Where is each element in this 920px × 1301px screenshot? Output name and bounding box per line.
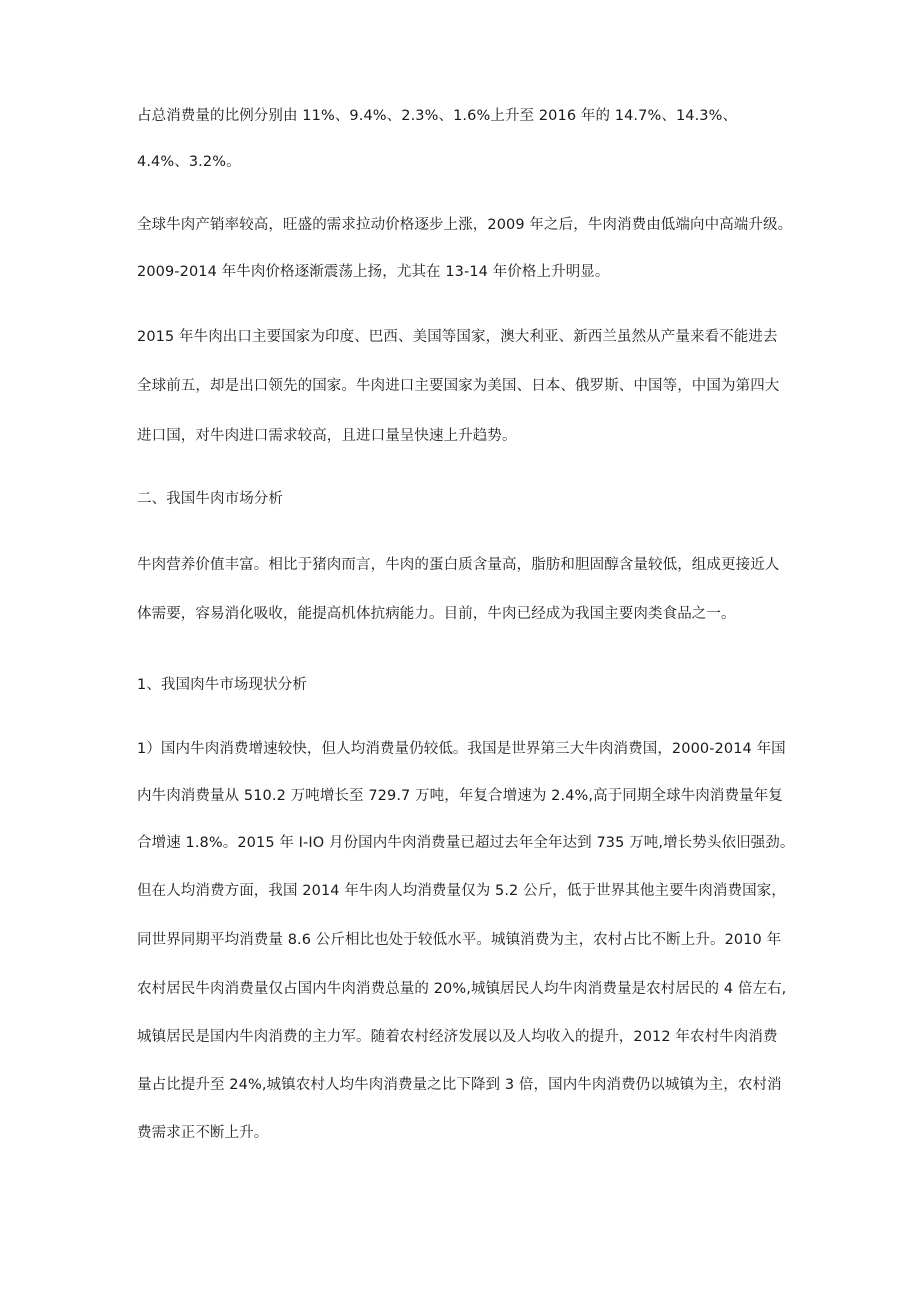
text-line: 全球前五，却是出口领先的国家。牛肉进口主要国家为美国、日本、俄罗斯、中国等，中国为第四大 <box>137 378 780 394</box>
text-line: 全球牛肉产销率较高，旺盛的需求拉动价格逐步上涨，2009 年之后，牛肉消费由低端向中高端升级。 <box>137 217 793 233</box>
text-line: 2015 年牛肉出口主要国家为印度、巴西、美国等国家，澳大利亚、新西兰虽然从产量来看不能进去 <box>137 329 778 345</box>
text-line: 费需求正不断上升。 <box>137 1125 269 1141</box>
text-line: 城镇居民是国内牛肉消费的主力军。随着农村经济发展以及人均收入的提升，2012 年农村牛肉消费 <box>137 1029 778 1045</box>
text-line: 1）国内牛肉消费增速较快，但人均消费量仍较低。我国是世界第三大牛肉消费国，2000-2014 年国 <box>137 741 786 757</box>
text-line: 但在人均消费方面，我国 2014 年牛肉人均消费量仅为 5.2 公斤，低于世界其他主要牛肉消费国家， <box>137 883 786 899</box>
text-line: 内牛肉消费量从 510.2 万吨增长至 729.7 万吨，年复合增速为 2.4%,高于同期全球牛肉消费量年复 <box>137 788 783 804</box>
text-line: 同世界同期平均消费量 8.6 公斤相比也处于较低水平。城镇消费为主，农村占比不断上升。2010 年 <box>137 932 782 948</box>
section-heading: 二、我国牛肉市场分析 <box>137 491 283 507</box>
text-line: 体需要，容易消化吸收，能提高机体抗病能力。目前，牛肉已经成为我国主要肉类食品之一。 <box>137 606 736 622</box>
subsection-heading: 1、我国肉牛市场现状分析 <box>137 677 307 693</box>
text-line: 量占比提升至 24%,城镇农村人均牛肉消费量之比下降到 3 倍，国内牛肉消费仍以城镇为主，农村消 <box>137 1077 782 1093</box>
text-line: 进口国，对牛肉进口需求较高，且进口量呈快速上升趋势。 <box>137 428 517 444</box>
text-line: 农村居民牛肉消费量仅占国内牛肉消费总量的 20%,城镇居民人均牛肉消费量是农村居民的 4 倍左右, <box>137 981 787 997</box>
text-line: 占总消费量的比例分别由 11%、9.4%、2.3%、1.6%上升至 2016 年的 14.7%、14.3%、 <box>137 108 738 124</box>
text-line: 2009-2014 年牛肉价格逐渐震荡上扬，尤其在 13-14 年价格上升明显。 <box>137 264 610 280</box>
text-line: 牛肉营养价值丰富。相比于猪肉而言，牛肉的蛋白质含量高，脂肪和胆固醇含量较低，组成更接近人 <box>137 557 780 573</box>
text-line: 合增速 1.8%。2015 年 I-IO 月份国内牛肉消费量已超过去年全年达到 735 万吨,增长势头依旧强劲。 <box>137 835 795 851</box>
text-line: 4.4%、3.2%。 <box>137 154 241 170</box>
